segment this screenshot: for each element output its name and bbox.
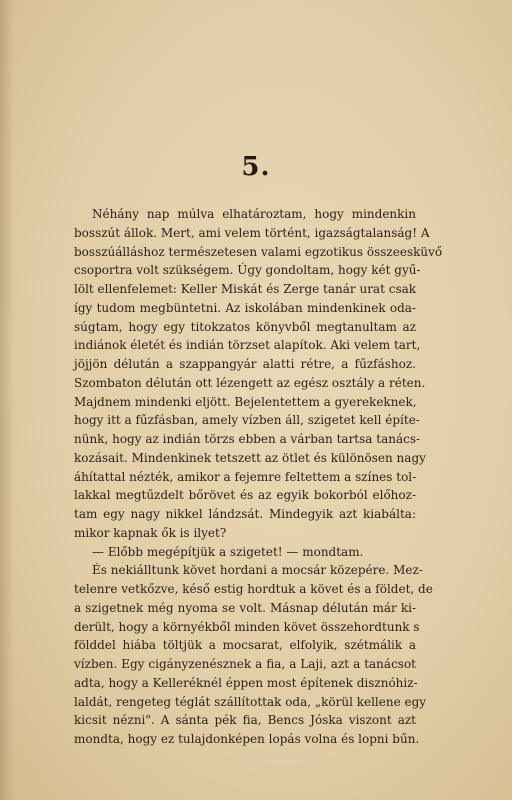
text-line: bosszút állok. Mert, ami velem történt, igazságtalanság! A xyxy=(74,225,430,240)
text-line: súgtam, hogy egy titokzatos könyvből megtanultam az xyxy=(74,319,416,334)
text-line: nünk, hogy az indián törzs ebben a várban tartsa tanács- xyxy=(74,432,421,446)
text-line: hogy itt a fűzfásban, amely vízben áll, szigetet kell építe- xyxy=(74,413,420,428)
text-line: vízben. Egy cigányzenésznek a fia, a Laji, azt a tanácsot xyxy=(74,657,416,671)
text-line: Szombaton délután ott lézengett az egész osztály a réten. xyxy=(74,375,426,390)
text-line: csoportra volt szükségem. Úgy gondoltam, hogy két gyű- xyxy=(74,263,421,278)
text-line: telenre vetkőzve, késő estig hordtuk a követ és a földet, de xyxy=(74,582,433,596)
text-line: így tudom megbüntetni. Az iskolában mindenkinek oda- xyxy=(74,300,416,315)
page-edge-shadow xyxy=(0,0,14,800)
text-line: derült, hogy a környékből minden követ összehordtunk s xyxy=(74,619,420,634)
text-line: laldát, rengeteg téglát szállítottak oda, „körül kellene egy xyxy=(74,694,427,709)
text-line: lakkal megtűzdelt bőrövet és az egyik bokorból előhoz- xyxy=(74,488,416,503)
text-line: kozásait. Mindenkinek tetszett az ötlet és különösen nagy xyxy=(74,450,426,465)
text-line: jöjjön délután a szappangyár alatti rétre, a fűzfáshoz. xyxy=(74,357,416,371)
text-line: mikor kapnak ők is ilyet? xyxy=(74,525,227,540)
text-line: áhítattal nézték, amikor a fejemre feltettem a színes tol- xyxy=(74,469,417,484)
text-line: lölt ellenfelemet: Keller Miskát és Zerge tanár urat csak xyxy=(74,282,417,296)
text-line: És nekiálltunk követ hordani a mocsár közepére. Mez- xyxy=(92,563,423,578)
body-text xyxy=(74,205,443,749)
text-line: Majdnem mindenki eljött. Bejelentettem a gyerekeknek, xyxy=(74,394,417,409)
text-line: tam egy nagy nikkel lándzsát. Mindegyik azt kiabálta: xyxy=(74,507,416,521)
text-line: kicsit nézni". A sánta pék fia, Bencs Jóska viszont azt xyxy=(74,713,416,728)
text-line: Néhány nap múlva elhatároztam, hogy mindenkin xyxy=(92,207,416,221)
text-line: adta, hogy a Kelleréknél éppen most építenek disznóhiz- xyxy=(74,675,418,690)
text-line: — Előbb megépítjük a szigetet! — mondtam. xyxy=(92,544,364,559)
text-line: indiánok életét és indián törzset alapítok. Aki velem tart, xyxy=(74,338,421,353)
chapter-number: 5. xyxy=(241,152,271,182)
text-line: mondta, hogy ez tulajdonképen lopás volna és lopni bűn. xyxy=(74,732,420,746)
text-line: földdel hiába töltjük a mocsarat, elfolyik, szétmálik a xyxy=(74,638,416,653)
text-line: bosszúálláshoz természetesen valami egzotikus összeesküvő xyxy=(74,244,443,259)
text-line: a szigetnek még nyoma se volt. Másnap délután már ki- xyxy=(74,600,416,615)
